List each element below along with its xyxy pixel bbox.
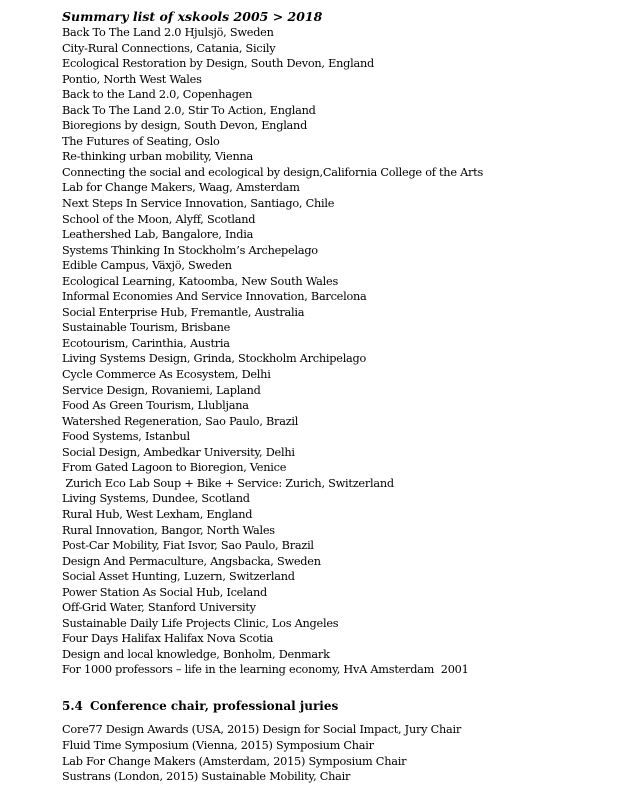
list-item: Zurich Eco Lab Soup + Bike + Service: Zurich, Switzerland <box>62 476 394 490</box>
list-item: Ecotourism, Carinthia, Austria <box>62 336 230 350</box>
list-item: Cycle Commerce As Ecosystem, Delhi <box>62 368 271 382</box>
list-item: The Futures of Seating, Oslo <box>62 134 220 148</box>
list-item: Living Systems, Dundee, Scotland <box>62 492 250 506</box>
list-item: Design and local knowledge, Bonholm, Denmark <box>62 647 330 661</box>
list-item: Food As Green Tourism, Llubljana <box>62 399 249 413</box>
list-item: Lab For Change Makers (Amsterdam, 2015) Symposium Chair <box>62 754 407 768</box>
list-item: Design And Permaculture, Angsbacka, Sweden <box>62 554 321 568</box>
list-item: Re-thinking urban mobility, Vienna <box>62 150 254 164</box>
list-item: Rural Innovation, Bangor, North Wales <box>62 523 275 537</box>
section-title: Conference chair, professional juries <box>90 698 339 713</box>
list-item: Power Station As Social Hub, Iceland <box>62 585 267 599</box>
list-item: Sustrans (London, 2015) Sustainable Mobility, Chair <box>62 770 351 784</box>
list-item: Social Asset Hunting, Luzern, Switzerland <box>62 570 295 584</box>
list-item: Watershed Regeneration, Sao Paulo, Brazil <box>62 414 299 428</box>
list-item: Food Systems, Istanbul <box>62 430 190 444</box>
list-item: From Gated Lagoon to Bioregion, Venice <box>62 461 287 475</box>
list-item: For 1000 professors – life in the learning economy, HvA Amsterdam 2001 <box>62 663 469 677</box>
list-item: Rural Hub, West Lexham, England <box>62 507 253 521</box>
list-item: Back To The Land 2.0, Stir To Action, England <box>62 103 316 117</box>
list-item: Bioregions by design, South Devon, England <box>62 119 308 133</box>
list-item: Off-Grid Water, Stanford University <box>62 601 256 615</box>
list-item: Lab for Change Makers, Waag, Amsterdam <box>62 181 300 195</box>
list-item: Connecting the social and ecological by design,California College of the Arts <box>62 165 484 179</box>
list-item: Edible Campus, Växjö, Sweden <box>62 259 232 273</box>
list-item: Ecological Learning, Katoomba, New South Wales <box>62 274 338 288</box>
list-item: Ecological Restoration by Design, South Devon, England <box>62 57 374 71</box>
list-item: Leathershed Lab, Bangalore, India <box>62 228 254 242</box>
list-item: Service Design, Rovaniemi, Lapland <box>62 383 261 397</box>
list-item: Back to the Land 2.0, Copenhagen <box>62 88 253 102</box>
section-number: 5.4 <box>62 698 83 713</box>
list-item: Next Steps In Service Innovation, Santiago, Chile <box>62 197 335 211</box>
summary-list-title: Summary list of xskools 2005 > 2018 <box>62 9 323 24</box>
list-item: Social Enterprise Hub, Fremantle, Australia <box>62 305 305 319</box>
list-item: Core77 Design Awards (USA, 2015) Design for Social Impact, Jury Chair <box>62 722 462 736</box>
list-item: Fluid Time Symposium (Vienna, 2015) Symposium Chair <box>62 738 374 752</box>
list-item: Sustainable Daily Life Projects Clinic, Los Angeles <box>62 616 339 630</box>
list-item: Four Days Halifax Halifax Nova Scotia <box>62 632 274 646</box>
list-item: Post-Car Mobility, Fiat Isvor, Sao Paulo, Brazil <box>62 539 314 553</box>
list-item: Systems Thinking In Stockholm’s Archepelago <box>62 243 318 257</box>
list-item: Back To The Land 2.0 Hjulsjö, Sweden <box>62 26 274 39</box>
jury-list <box>62 722 637 785</box>
summary-list <box>62 25 637 678</box>
list-item: Pontio, North West Wales <box>62 72 202 86</box>
list-item: Sustainable Tourism, Brisbane <box>62 321 231 335</box>
list-item: City-Rural Connections, Catania, Sicily <box>62 41 276 55</box>
list-item: School of the Moon, Alyff, Scotland <box>62 212 256 226</box>
list-item: Social Design, Ambedkar University, Delhi <box>62 445 295 459</box>
list-item: Living Systems Design, Grinda, Stockholm Archipelago <box>62 352 367 366</box>
document-page <box>62 9 637 785</box>
section-heading <box>62 698 637 714</box>
list-item: Informal Economies And Service Innovation, Barcelona <box>62 290 367 304</box>
